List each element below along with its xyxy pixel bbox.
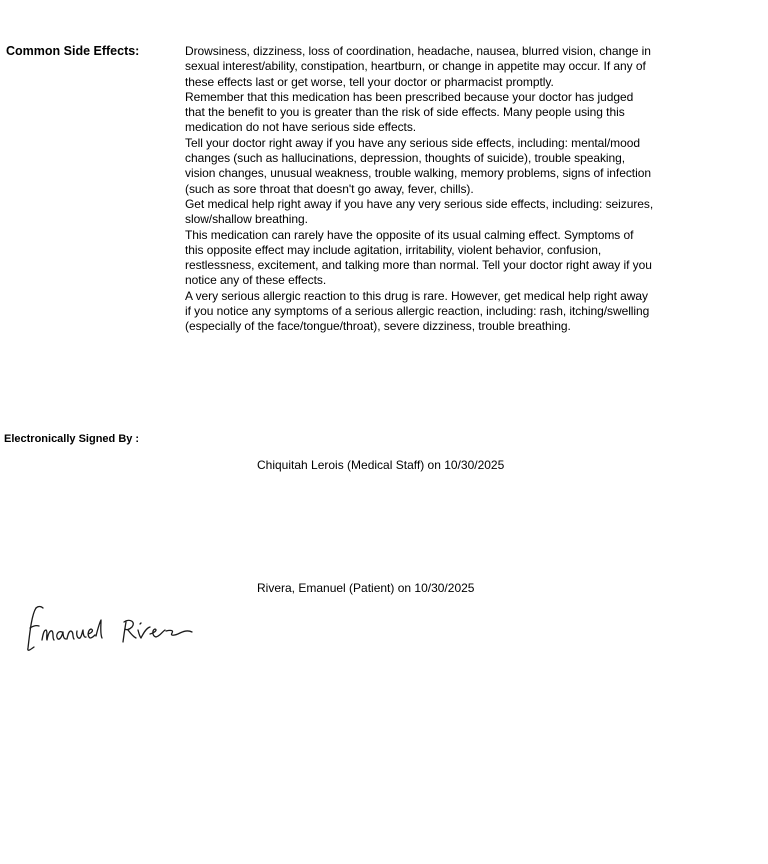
side-effects-paragraph: Get medical help right away if you have any very serious side effects, including: seizures, slow/shallow breathing.: [185, 196, 654, 227]
side-effects-paragraph: Drowsiness, dizziness, loss of coordination, headache, nausea, blurred vision, change in sexual interest/ability, constipation, heartburn, or change in appetite may occur. If any of these effects last or get worse, tell your doctor or pharmacist promptly.: [185, 44, 651, 89]
staff-signature-line: Chiquitah Lerois (Medical Staff) on 10/30/2025: [257, 458, 505, 472]
side-effects-paragraph: Remember that this medication has been prescribed because your doctor has judged that the benefit to you is greater than the risk of side effects. Many people using this medication do not have serious side effects.: [185, 89, 634, 135]
patient-signature-line: Rivera, Emanuel (Patient) on 10/30/2025: [257, 581, 475, 595]
side-effects-label: Common Side Effects:: [6, 44, 140, 58]
side-effects-paragraph: A very serious allergic reaction to this drug is rare. However, get medical help right away if you notice any symptoms of a serious allergic reaction, including: rash, itching/swelling (especially of the face/tongue/throat), severe dizziness, trouble breathing.: [185, 288, 650, 334]
side-effects-text: [185, 44, 655, 335]
electronically-signed-label: Electronically Signed By :: [4, 433, 140, 445]
side-effects-paragraph: This medication can rarely have the opposite of its usual calming effect. Symptoms of this opposite effect may include agitation, irritability, violent behavior, confusion, restlessness, excitement, and talking more than normal. Tell your doctor right away if you notice any of these effects.: [185, 227, 652, 288]
side-effects-paragraph: Tell your doctor right away if you have any serious side effects, including: mental/mood changes (such as hallucinations, depression, thoughts of suicide), trouble speaking, vision changes, unusual weakness, trouble walking, memory problems, signs of infection (such as sore throat that doesn't go away, fever, chills).: [185, 135, 651, 196]
patient-handwritten-signature: [22, 600, 202, 656]
